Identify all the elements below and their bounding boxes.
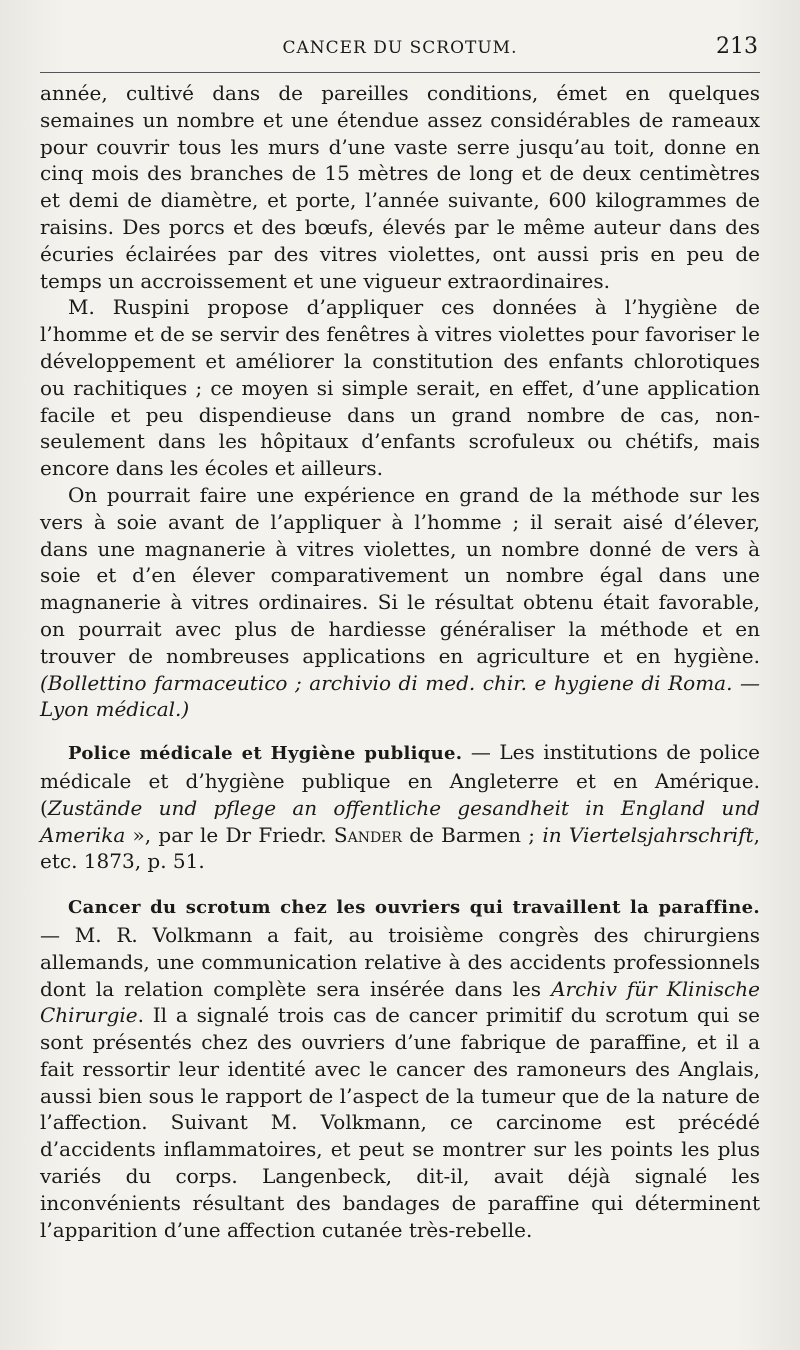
section1-author: Sander	[333, 822, 402, 847]
running-head: CANCER DU SCROTUM.	[282, 38, 518, 58]
page-body	[40, 80, 760, 1243]
section2-reference: Archiv für Klinische Chirurgie	[40, 976, 760, 1028]
page-number: 213	[716, 34, 758, 59]
paragraph-ruspini: M. Ruspini propose d’appliquer ces données à l’hygiène de l’homme et de se servir des fenêtres à vitres violettes pour favoriser le développement et améliorer la constitution des enfants chlorotiques ou rachitiques ; ce moyen si simple serait, en effet, d’une application facile et peu dispendieuse dans un grand nombre de cas, non-seulement dans les hôpitaux d’enfants scrofuleux ou chétifs, mais encore dans les écoles et ailleurs.	[40, 295, 760, 481]
paragraph-silkworms-reference: (Bollettino farmaceutico ; archivio di med. chir. e hygiene di Roma. — Lyon médical.)	[40, 670, 760, 722]
section2-text1: — M. R. Volkmann a fait, au troisième congrès des chirurgiens allemands, une communication relative à des accidents professionnels dont la relation complète sera insérée dans les	[40, 922, 760, 1001]
section1-text3: de Barmen ;	[401, 822, 543, 847]
paragraph-continued: année, cultivé dans de pareilles conditions, émet en quelques semaines un nombre et une étendue assez considérables de rameaux pour couvrir tous les murs d’une vaste serre jusqu’au toit, donne en cinq mois des branches de 15 mètres de long et de deux centimètres et demi de diamètre, et porte, l’année suivante, 600 kilogrammes de raisins. Des porcs et des bœufs, élevés par le même auteur dans des écuries éclairées par des vitres violettes, ont aussi pris en peu de temps un accroissement et une vigueur extraordinaires.	[40, 81, 760, 293]
page-header	[40, 36, 760, 73]
section-title-cancer-scrotum: Cancer du scrotum chez les ouvriers qui travaillent la paraffine.	[68, 897, 760, 919]
section1-journal: in Viertelsjahrschrift	[542, 822, 754, 847]
section1-text2: », par le Dr Friedr.	[132, 822, 334, 847]
section-title-police-medicale: Police médicale et Hygiène publique.	[68, 743, 463, 765]
section1-text1: — Les institutions de police médicale et d’hygiène publique en Angleterre et en Amérique. (	[40, 740, 760, 820]
section-police-medicale	[40, 739, 760, 875]
section1-text4: , etc. 1873, p. 51.	[40, 822, 760, 874]
paragraph-silkworms	[40, 482, 760, 723]
paragraph-silkworms-text: On pourrait faire une expérience en grand de la méthode sur les vers à soie avant de l’appliquer à l’homme ; il serait aisé d’élever, dans une magnanerie à vitres violettes, un nombre donné de vers à soie et d’en élever comparativement un nombre égal dans une magnanerie à vitres ordinaires. Si le résultat obtenu était favorable, on pourrait avec plus de hardiesse généraliser la méthode et en trouver de nombreuses applications en agriculture et en hygiène.	[40, 482, 760, 668]
section2-text2: . Il a signalé trois cas de cancer primitif du scrotum qui se sont présentés chez des ouvriers d’une fabrique de paraffine, et il a fait ressortir leur identité avec le cancer des ramoneurs des Anglais, aussi bien sous le rapport de l’aspect de la tumeur que de la nature de l’affection. Suivant M. Volkmann, ce carcinome est précédé d’accidents inflammatoires, et peut se montrer sur les points les plus variés du corps. Langenbeck, dit-il, avait déjà signalé les inconvénients résultant des bandages de paraffine qui déterminent l’apparition d’une affection cutanée très-rebelle.	[40, 1003, 760, 1242]
section1-reference-title: Zustände und pflege an offentliche gesandheit in England und Amerika	[40, 795, 760, 847]
section-cancer-scrotum	[40, 893, 760, 1243]
